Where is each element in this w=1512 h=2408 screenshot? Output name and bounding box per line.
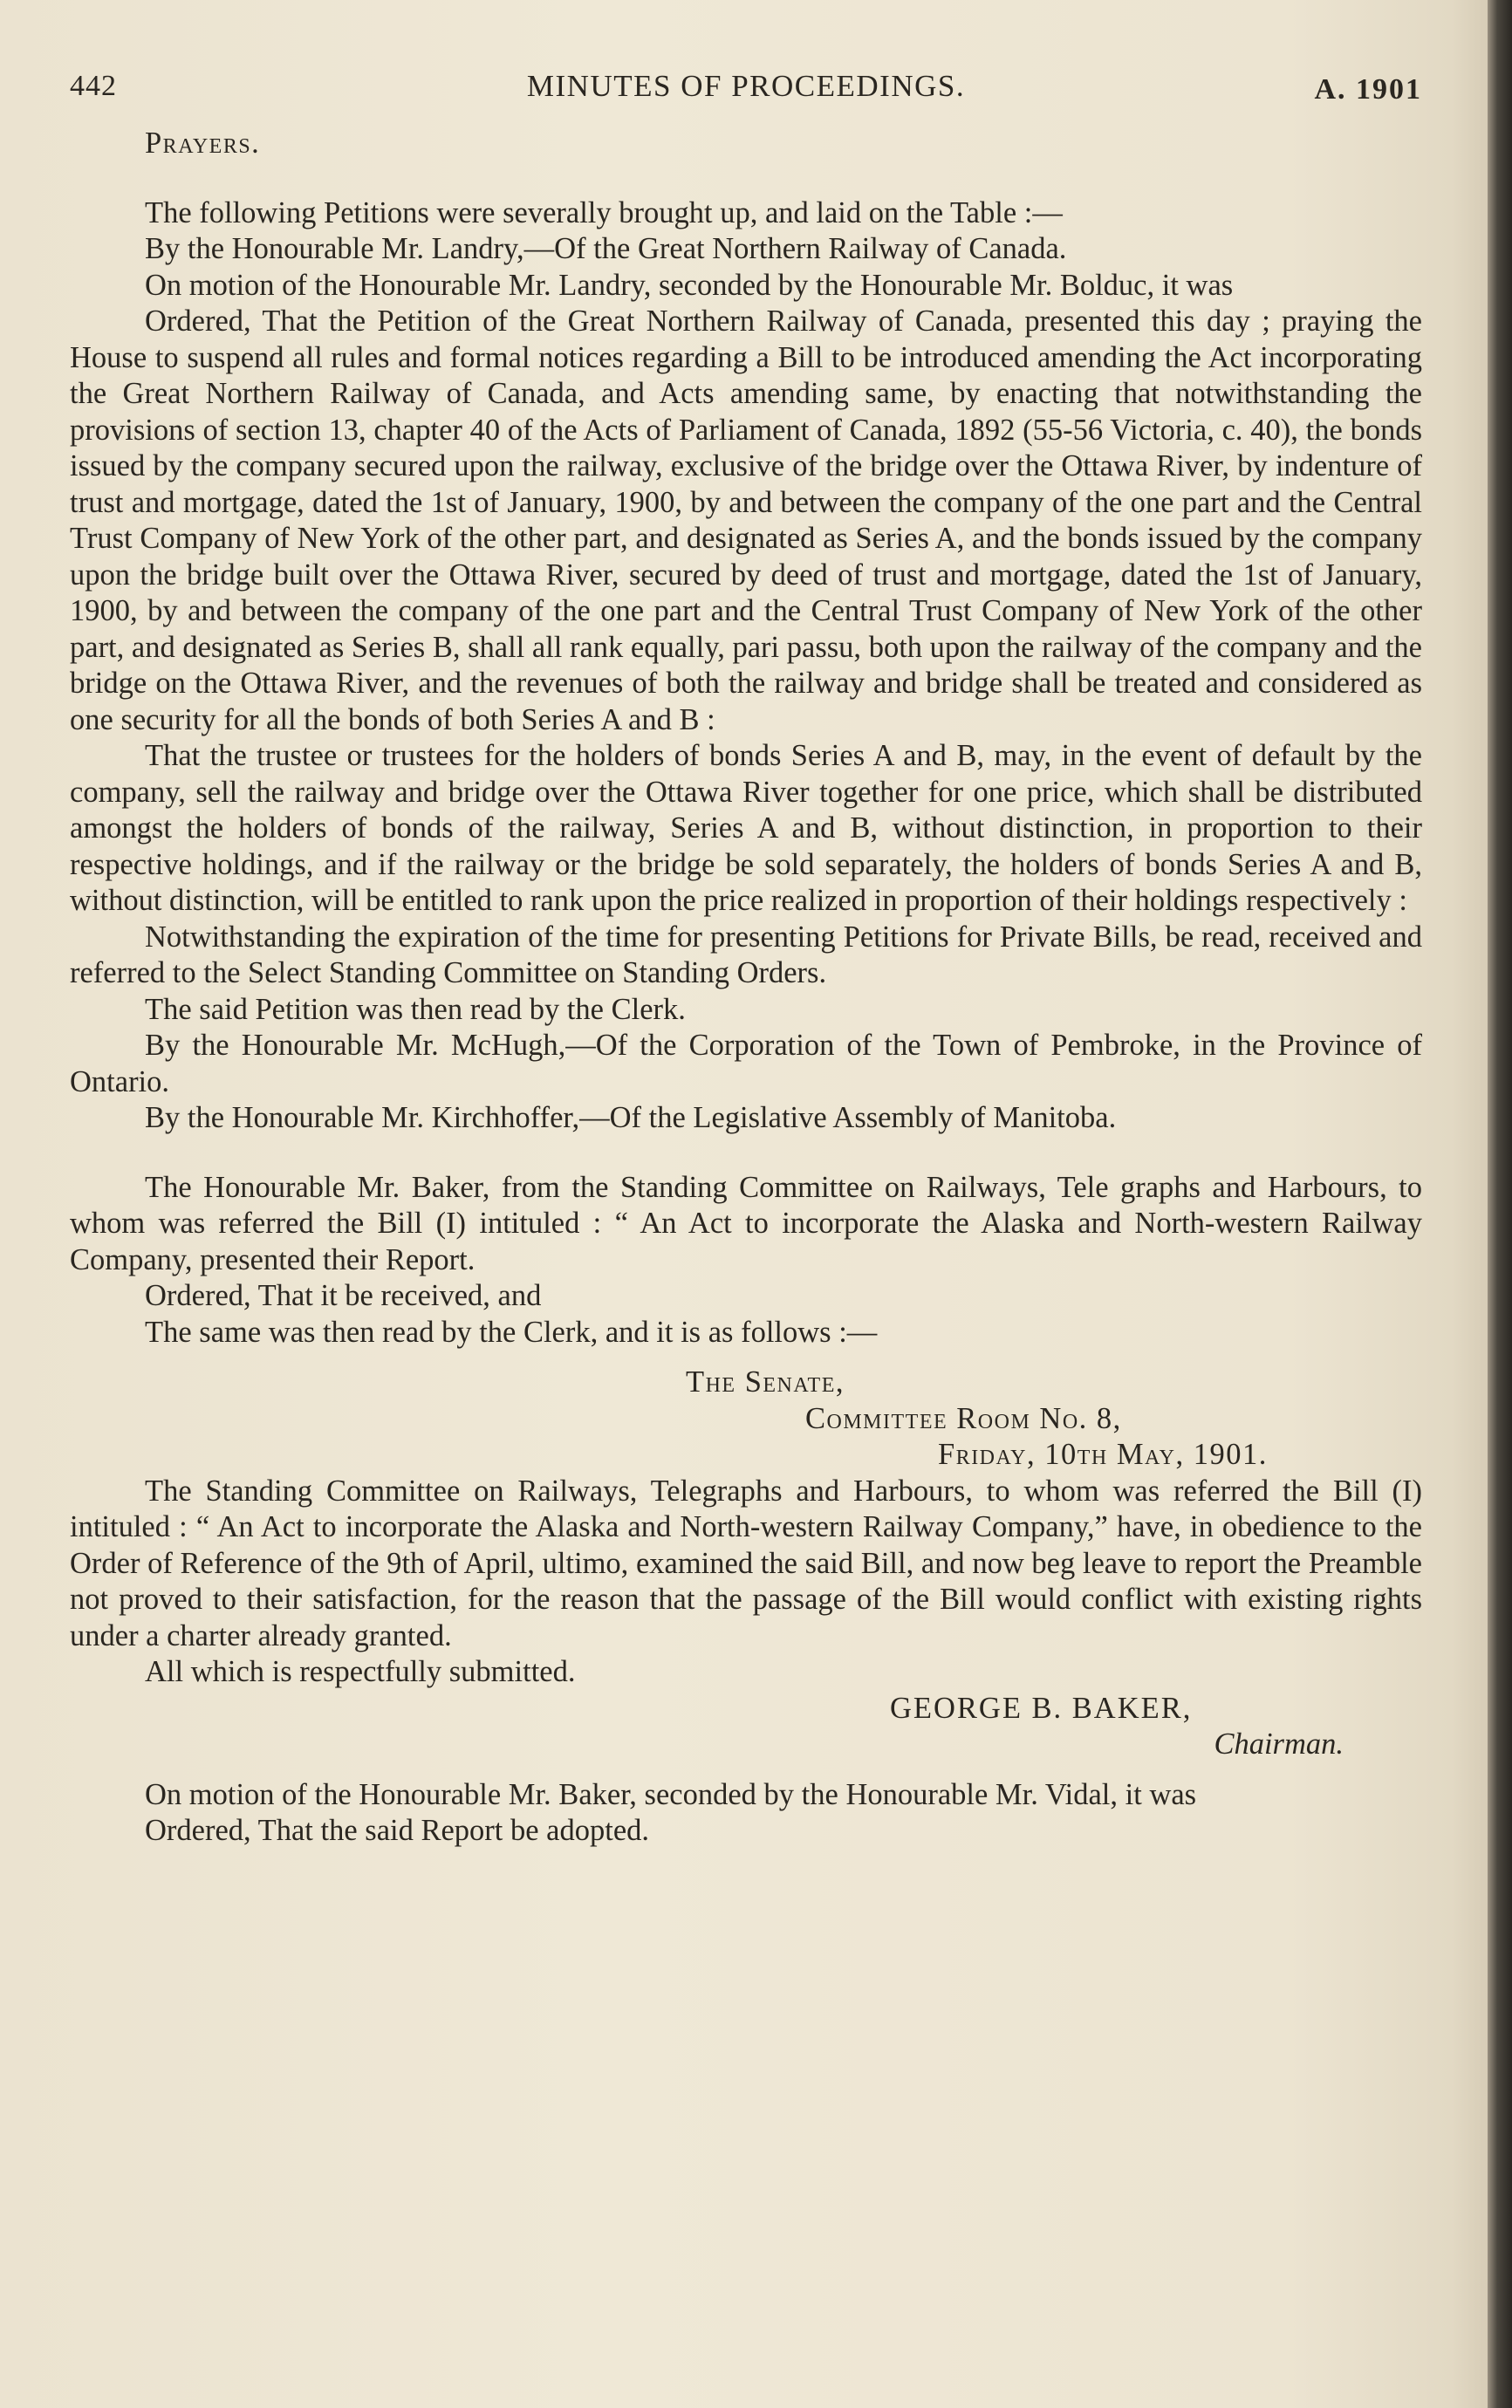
paragraph: By the Honourable Mr. McHugh,—Of the Corporation of the Town of Pembroke, in the Province of Ontario.	[70, 1029, 1422, 1098]
page-title: MINUTES OF PROCEEDINGS.	[526, 69, 966, 103]
paragraph: The following Petitions were severally brought up, and laid on the Table :—	[145, 195, 1063, 229]
page-text	[70, 68, 1422, 1850]
report-body: The Standing Committee on Railways, Telegraphs and Harbours, to whom was referred the Bill (I) intituled : “ An Act to incorporate the Alaska and North-western Railway Company,” have, in obedience to the Order of Reference of the 9th of April, ultimo, examined the said Bill, and now beg leave to report the Preamble not proved to their satisfaction, for the reason that the passage of the Bill would conflict with existing rights under a charter already granted.	[70, 1474, 1422, 1652]
report-closing: All which is respectfully submitted.	[145, 1655, 576, 1688]
paragraph: On motion of the Honourable Mr. Landry, seconded by the Honourable Mr. Bolduc, it was	[145, 268, 1234, 302]
report-heading-date: Friday, 10th May, 1901.	[938, 1438, 1268, 1471]
paragraph: The Honourable Mr. Baker, from the Standing Committee on Railways, Tele graphs and Harbours, to whom was referred the Bill (I) intituled : “ An Act to incorporate the Alaska and North-western Railway Company, presented their Report.	[70, 1170, 1422, 1276]
section-heading: Prayers.	[145, 127, 261, 160]
book-spine-shadow	[1488, 0, 1512, 2408]
final-order: Ordered, That the said Report be adopted.	[145, 1814, 650, 1847]
paragraph: The same was then read by the Clerk, and it is as follows :—	[145, 1315, 878, 1349]
paragraph: By the Honourable Mr. Kirchhoffer,—Of the Legislative Assembly of Manitoba.	[145, 1101, 1117, 1134]
signatory-name: GEORGE B. BAKER,	[890, 1691, 1193, 1725]
signatory-role: Chairman.	[1214, 1727, 1344, 1761]
running-header	[70, 68, 1422, 126]
paragraph: Ordered, That the Petition of the Great Northern Railway of Canada, presented this day ; praying the House to suspend all rules and formal notices regarding a Bill to be introduced amending the Act incorporating the Great Northern Railway of Canada, and Acts amending same, by enacting that notwithstanding the provisions of section 13, chapter 40 of the Acts of Parliament of Canada, 1892 (55-56 Victoria, c. 40), the bonds issued by the company secured upon the railway, exclusive of the bridge over the Ottawa River, by indenture of trust and mortgage, dated the 1st of January, 1900, by and between the company of the one part and the Central Trust Company of New York of the other part, and designated as Series A, and the bonds issued by the company upon the bridge built over the Ottawa River, secured by deed of trust and mortgage, dated the 1st of January, 1900, by and between the company of the one part and the Central Trust Company of New York of the other part, and designated as Series B, shall all rank equally, pari passu, both upon the railway of the company and the bridge on the Ottawa River, and the revenues of both the railway and bridge shall be treated and considered as one security for all the bonds of both Series A and B :	[70, 304, 1422, 736]
paragraph: The said Petition was then read by the Clerk.	[145, 992, 686, 1026]
final-motion: On motion of the Honourable Mr. Baker, seconded by the Honourable Mr. Vidal, it was	[145, 1777, 1197, 1811]
paragraph: By the Honourable Mr. Landry,—Of the Great Northern Railway of Canada.	[145, 232, 1067, 265]
page-number: 442	[70, 70, 117, 102]
paragraph: Ordered, That it be received, and	[145, 1279, 542, 1312]
report-heading-senate: The Senate,	[686, 1365, 845, 1399]
year-label: A. 1901	[1314, 73, 1422, 106]
report-heading-room: Committee Room No. 8,	[805, 1401, 1122, 1435]
paragraph: That the trustee or trustees for the holders of bonds Series A and B, may, in the event of default by the company, sell the railway and bridge over the Ottawa River together for one price, which shall be distributed amongst the holders of bonds of the railway, Series A and B, without distinction, in proportion to their respective holdings, and if the railway or the bridge be sold separately, the holders of bonds Series A and B, without distinction, will be entitled to rank upon the price realized in proportion of their holdings respectively :	[70, 739, 1422, 917]
paragraph: Notwithstanding the expiration of the time for presenting Petitions for Private Bills, be read, received and referred to the Select Standing Committee on Standing Orders.	[70, 920, 1422, 989]
